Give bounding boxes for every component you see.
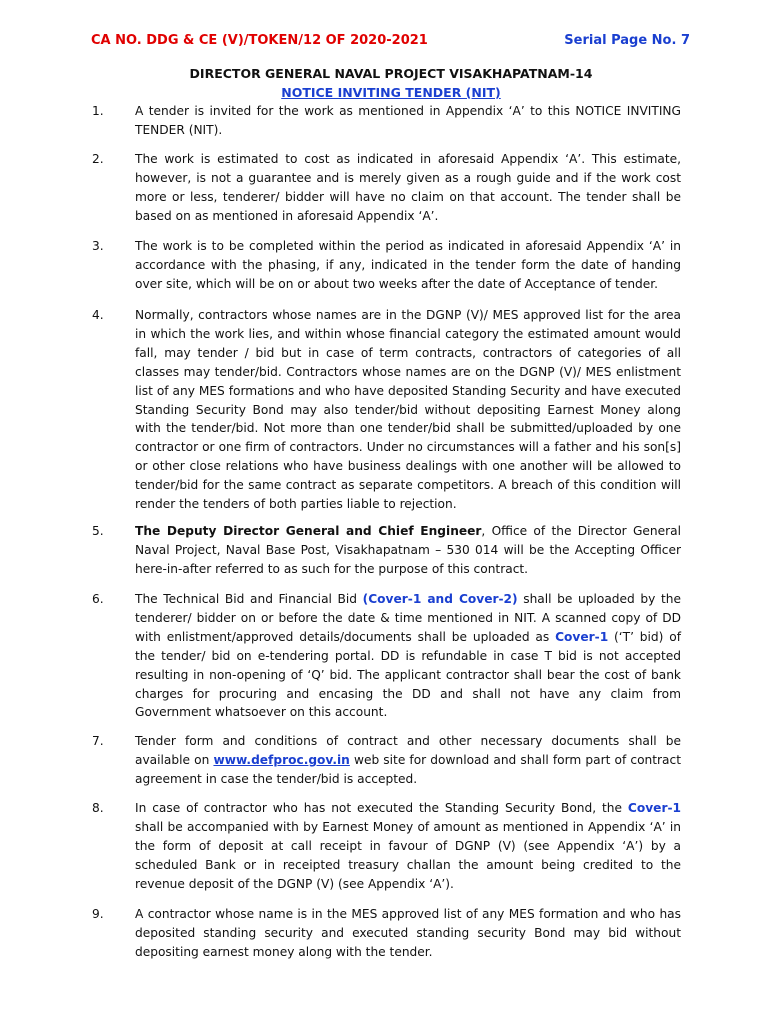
contract-number-header: CA NO. DDG & CE (V)/TOKEN/12 OF 2020-2021	[91, 33, 428, 48]
item-text-part: shall be uploaded by the tenderer/ bidder on or before the date & time mentioned in NIT. A scanned copy of DD with enlistment/approved details/documents shall be uploaded as	[135, 592, 681, 644]
item-number: 1.	[92, 104, 104, 118]
item-text	[135, 522, 681, 579]
item-text-part: Tender form and conditions of contract and other necessary documents shall be available on	[135, 734, 681, 767]
item-number: 8.	[92, 801, 104, 815]
document-title: DIRECTOR GENERAL NAVAL PROJECT VISAKHAPATNAM-14	[189, 66, 593, 81]
item-number: 9.	[92, 907, 104, 921]
item-number: 4.	[92, 308, 104, 322]
cover-highlight: Cover-1	[555, 629, 609, 644]
item-text: The work is to be completed within the period as indicated in aforesaid Appendix ‘A’ in accordance with the phasing, if any, indicated in the tender form the date of handing over site, which will be on or about two weeks after the date of Acceptance of tender.	[135, 239, 681, 291]
item-number: 5.	[92, 524, 104, 538]
item-number: 2.	[92, 152, 104, 166]
item-text-part: (‘T’ bid) of the tender/ bid on e-tendering portal. DD is refundable in case T bid is not accepted resulting in non-opening of ‘Q’ bid. The applicant contractor shall bear the cost of bank charges for procuring and encasing the DD and shall not have any claim from Government whatsoever on this account.	[135, 629, 681, 720]
cover-highlight: (Cover-1 and Cover-2)	[362, 592, 518, 606]
item-number: 6.	[92, 592, 104, 606]
item-number: 3.	[92, 239, 104, 253]
item-text-part: In case of contractor who has not executed the Standing Security Bond, the	[135, 801, 628, 815]
accepting-officer: The Deputy Director General and Chief Engineer	[135, 524, 482, 538]
item-text-part: shall be accompanied with by Earnest Money of amount as mentioned in Appendix ‘A’ in the form of deposit at call receipt in favour of DGNP (V) (see Appendix ‘A’) by a scheduled Bank or in receipted treasury challan the amount being credited to the revenue deposit of the DGNP (V) (see Appendix ‘A’).	[135, 819, 681, 891]
item-text-part: web site for download and shall form part of contract agreement in case the tender/bid is accepted.	[135, 752, 681, 786]
item-text	[135, 799, 681, 894]
cover-highlight: Cover-1	[627, 801, 681, 815]
item-text: A contractor whose name is in the MES approved list of any MES formation and who has deposited standing security and executed standing security Bond may bid without depositing earnest money along with the tender.	[135, 907, 681, 959]
item-text	[135, 590, 681, 722]
item-text-rest: , Office of the Director General Naval Project, Naval Base Post, Visakhapatnam – 530 014 will be the Accepting Officer here-in-after referred to as such for the purpose of this contract.	[135, 524, 681, 576]
item-text: Normally, contractors whose names are in the DGNP (V)/ MES approved list for the area in which the work lies, and within whose financial category the estimated amount would fall, may tender / bid but in case of term contracts, contractors of categories of all classes may tender/bid. Contractors whose names are on the DGNP (V)/ MES enlistment list of any MES formations and who have deposited Standing Security and have executed Standing Security Bond may also tender/bid without depositing Earnest Money along with the tender/bid. Not more than one tender/bid shall be submitted/uploaded by one contractor or one firm of contractors. Under no circumstances will a father and his son[s] or other close relations who have business dealings with one another will be allowed to tender/bid for the same contract as separate competitors. A breach of this condition will render the tenders of both parties liable to rejection.	[135, 308, 681, 512]
item-text	[135, 732, 681, 789]
document-subtitle: NOTICE INVITING TENDER (NIT)	[281, 85, 501, 100]
serial-page-number: Serial Page No. 7	[564, 33, 690, 48]
item-text-part: The Technical Bid and Financial Bid	[135, 592, 363, 606]
item-number: 7.	[92, 734, 104, 748]
defproc-link[interactable]: www.defproc.gov.in	[213, 752, 350, 767]
item-text: A tender is invited for the work as mentioned in Appendix ‘A’ to this NOTICE INVITING TENDER (NIT).	[135, 104, 681, 137]
item-text: The work is estimated to cost as indicated in aforesaid Appendix ‘A’. This estimate, however, is not a guarantee and is merely given as a rough guide and if the work cost more or less, tenderer/ bidder will have no claim on that account. The tender shall be based on as mentioned in aforesaid Appendix ‘A’.	[135, 152, 681, 223]
